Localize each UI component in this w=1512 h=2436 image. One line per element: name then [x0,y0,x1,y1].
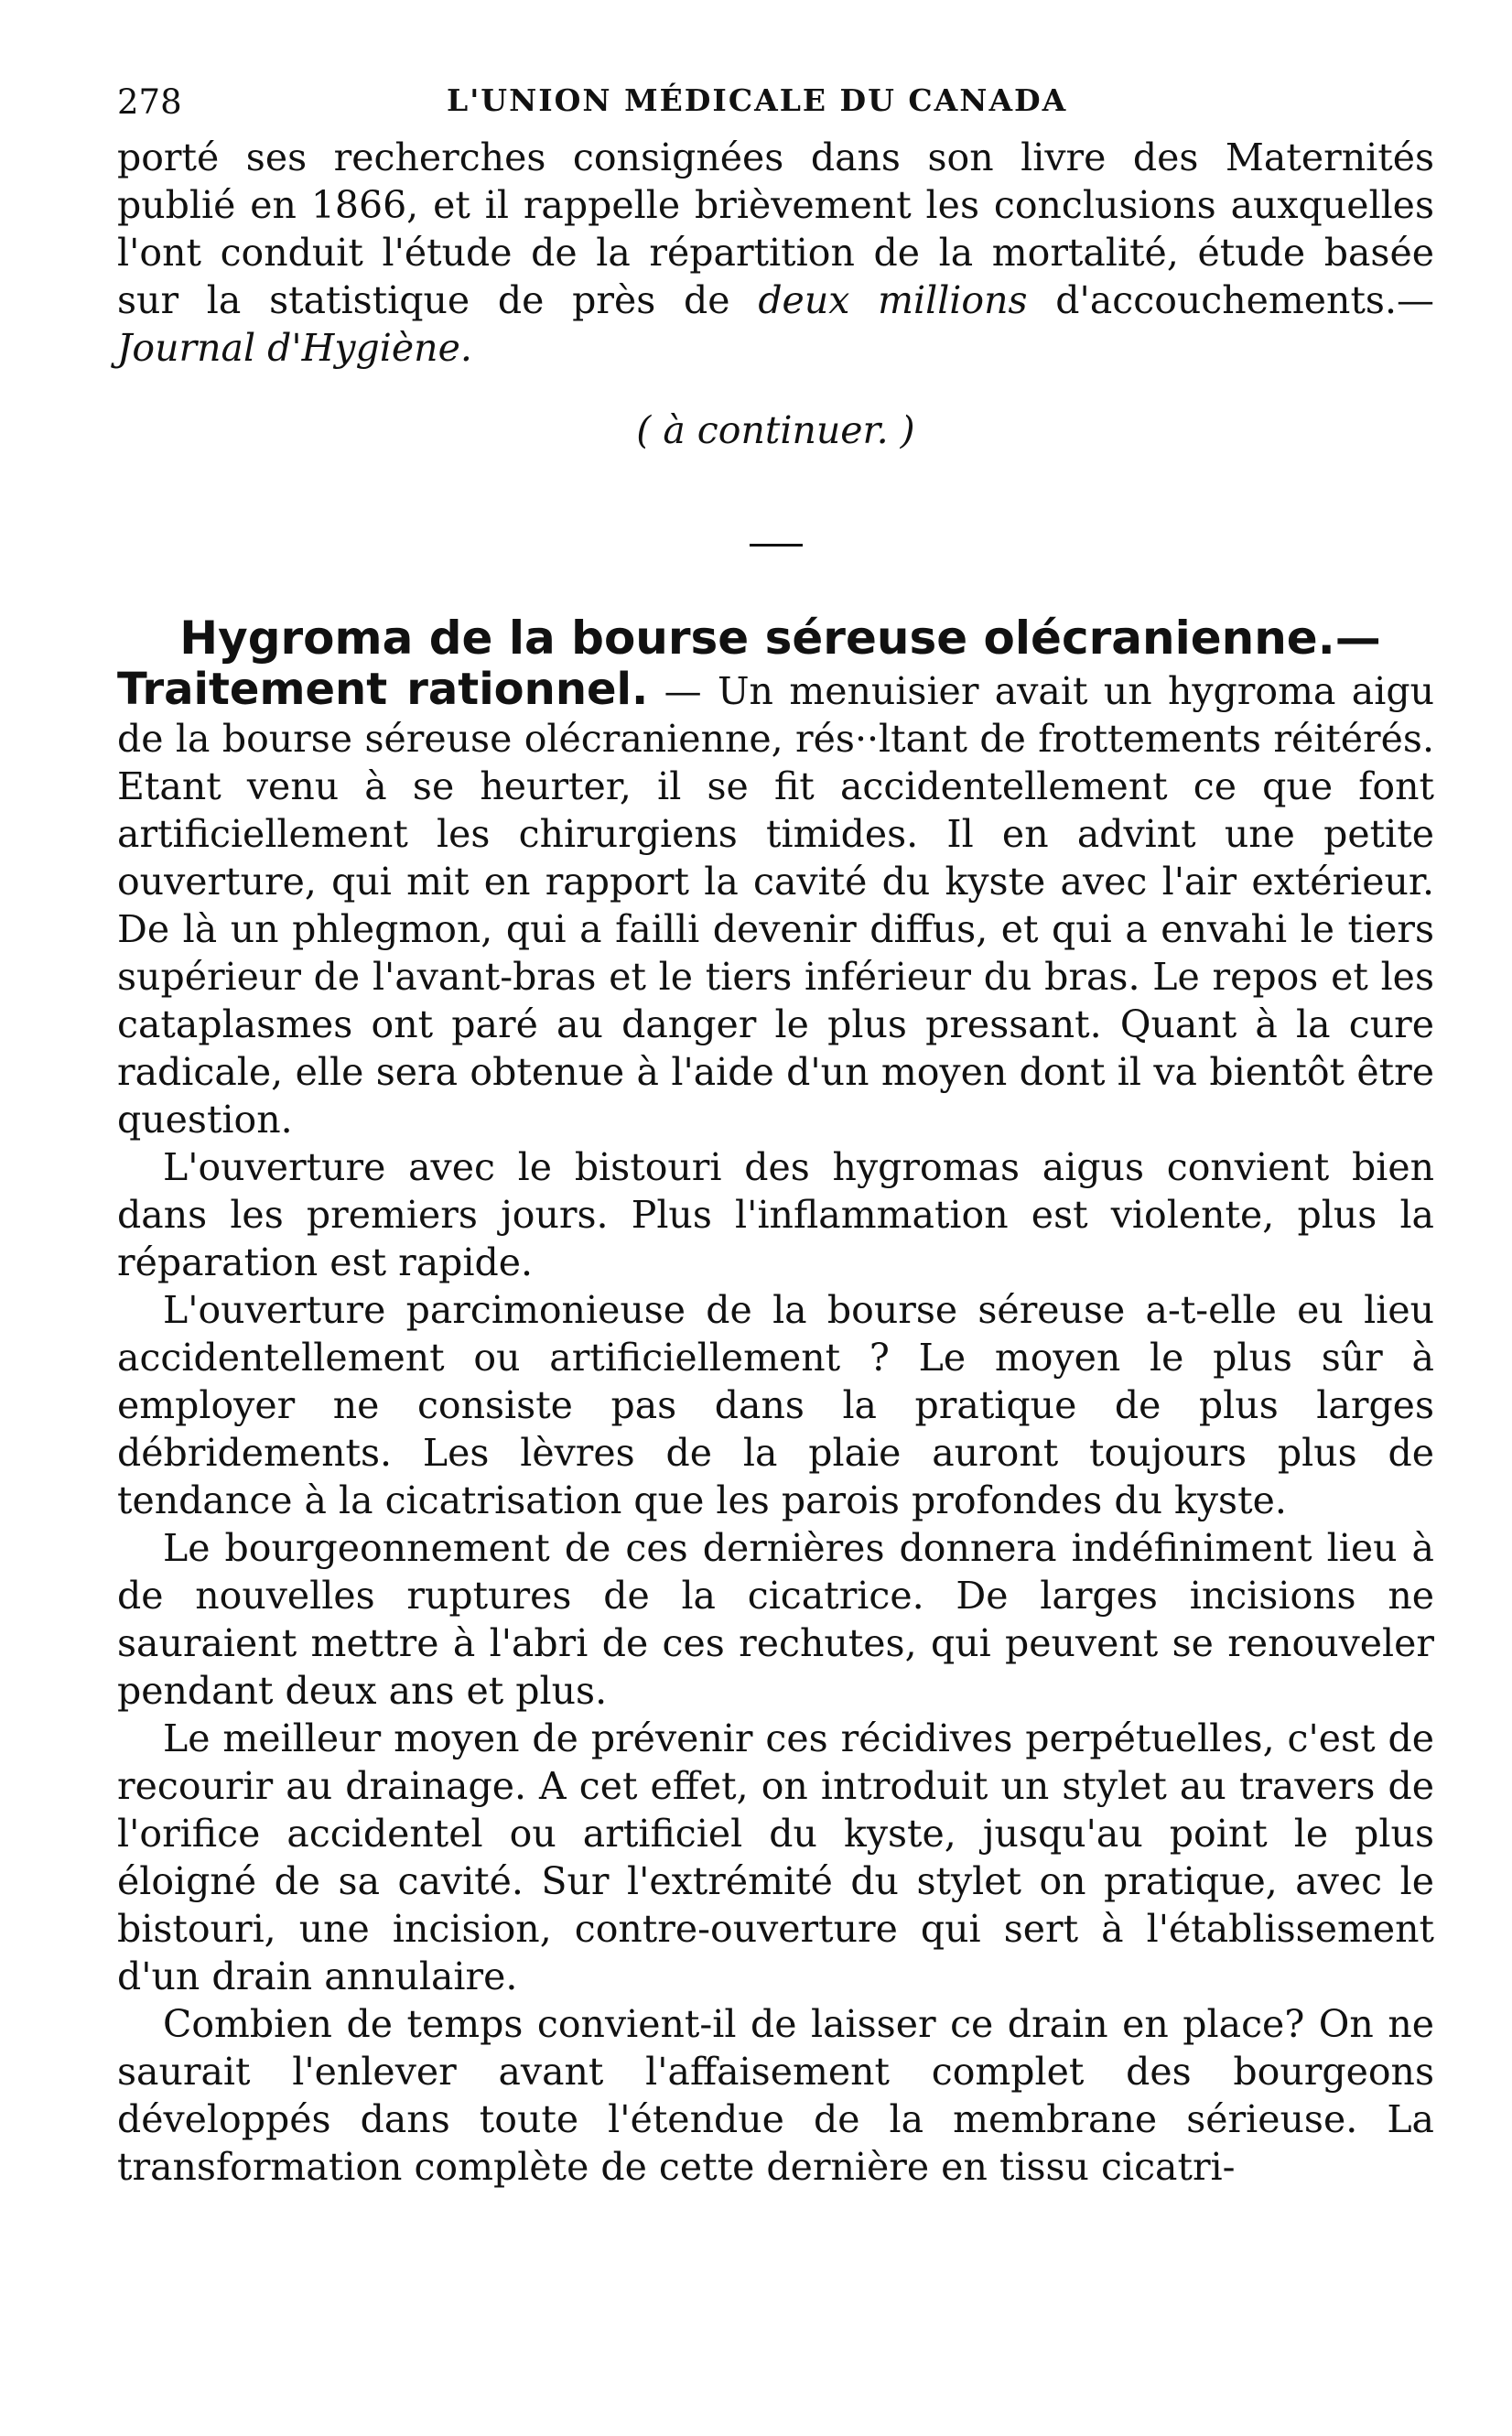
section-divider [750,544,803,547]
running-head [117,82,1434,134]
article-first-paragraph [117,666,1434,1143]
intro-paragraph [117,134,1434,372]
continued-note: ( à continuer. ) [636,408,915,452]
intro-text-start: porté ses recherches consignées dans son livre des Maternités publié en 1866, et il rappelle brièvement les conclusions auxquelles l'ont conduit l'étude de la répartition de la mortalité, étude basée sur la statistique de près de [117,135,1434,322]
article-first-paragraph-text: — Un menuisier avait un hygroma aigu de la bourse séreuse olécranienne, rés··ltant de frottements réitérés. Etant venu à se heurter, il se fit accidentellement ce que font artificiellement les chirurgiens timides. Il en advint une petite ouverture, qui mit en rapport la cavité du kyste avec l'air extérieur. De là un phlegmon, qui a failli devenir diffus, et qui a envahi le tiers supérieur de l'avant-bras et le tiers inférieur du bras. Le repos et les cataplasmes ont paré au danger le plus pressant. Quant à la cure radicale, elle sera obtenue à l'aide d'un moyen dont il va bientôt être question. [117,669,1434,1142]
page-number: 278 [117,82,182,122]
article-paragraph: Combien de temps convient-il de laisser ce drain en place? On ne saurait l'enlever avant l'affaisement complet des bourgeons développés dans toute l'étendue de la membrane sérieuse. La transformation complète de cette dernière en tissu cicatri- [117,2002,1434,2189]
article-title: Hygroma de la bourse séreuse olécranienne.— [179,612,1381,665]
article [117,611,1434,2191]
article-paragraph: Le meilleur moyen de prévenir ces récidives perpétuelles, c'est de recourir au drainage. A cet effet, on introduit un stylet au travers de l'orifice accidentel ou artificiel du kyste, jusqu'au point le plus éloigné de sa cavité. Sur l'extrémité du stylet on pratique, avec le bistouri, une incision, contre-ouverture qui sert à l'établissement d'un drain annulaire. [117,1716,1434,1998]
article-subtitle: Traitement rationnel. [117,664,649,715]
journal-title: L'UNION MÉDICALE DU CANADA [447,82,1068,118]
article-paragraph: Le bourgeonnement de ces dernières donnera indéfiniment lieu à de nouvelles ruptures de la cicatrice. De larges incisions ne sauraient mettre à l'abri de ces rechutes, qui peuvent se renouveler pendant deux ans et plus. [117,1526,1434,1713]
intro-italic-phrase: deux millions [758,278,1028,322]
intro-text-end: d'accouchements.— [1027,278,1435,322]
intro-text [117,134,1434,372]
intro-source: Journal d'Hygiène. [117,326,472,370]
article-paragraph: L'ouverture avec le bistouri des hygromas aigus convient bien dans les premiers jours. Plus l'inflammation est violente, plus la réparation est rapide. [117,1145,1434,1284]
article-paragraph: L'ouverture parcimonieuse de la bourse séreuse a-t-elle eu lieu accidentellement ou artificiellement ? Le moyen le plus sûr à employer ne consiste pas dans la pratique de plus larges débridements. Les lèvres de la plaie auront toujours plus de tendance à la cicatrisation que les parois profondes du kyste. [117,1288,1434,1522]
